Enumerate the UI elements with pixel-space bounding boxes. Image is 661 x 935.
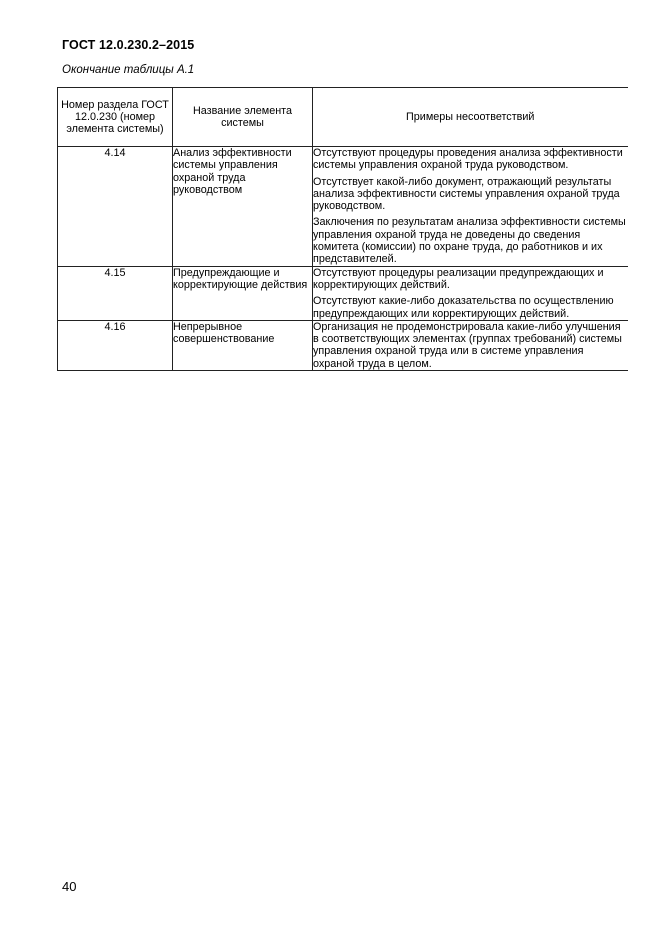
row-element-name: Анализ эффективности системы управления охраной труда руководством — [173, 147, 313, 267]
row-element-name: Предупреждающие и корректирующие действия — [173, 266, 313, 320]
table-row — [58, 266, 628, 320]
row-examples — [313, 320, 628, 370]
row-element-name: Непрерывное совершенствование — [173, 320, 313, 370]
row-section-number: 4.16 — [58, 320, 173, 370]
nonconformity-example: Заключения по результатам анализа эффективности системы управления охраной труда не доведены до сведения комитета (комиссии) по охране труда, до работников и их представителей. — [313, 216, 626, 266]
nonconformity-example: Отсутствуют какие-либо доказательства по осуществлению предупреждающих или корректирующих действий. — [313, 295, 614, 320]
row-section-number: 4.14 — [58, 147, 173, 267]
column-header-section-number: Номер раздела ГОСТ 12.0.230 (номер элемента системы) — [58, 88, 173, 147]
column-header-examples: Примеры несоответствий — [313, 88, 628, 147]
nonconformity-example: Отсутствуют процедуры реализации предупреждающих и корректирующих действий. — [313, 266, 604, 291]
row-section-number: 4.15 — [58, 266, 173, 320]
page-number: 40 — [62, 879, 77, 894]
row-examples — [313, 147, 628, 267]
nonconformity-example: Отсутствует какой-либо документ, отражающий результаты анализа эффективности системы управления охраной труда руководством. — [313, 175, 620, 213]
table-header-row — [58, 88, 628, 147]
document-standard-title: ГОСТ 12.0.230.2–2015 — [62, 38, 195, 52]
table-caption: Окончание таблицы А.1 — [62, 64, 195, 76]
table-row — [58, 147, 628, 267]
nonconformity-table — [57, 87, 628, 371]
row-examples — [313, 266, 628, 320]
table-row — [58, 320, 628, 370]
nonconformity-example: Организация не продемонстрировала какие-либо улучшения в соответствующих элементах (группах требований) системы управления охраной труда или в системе управления охраной труда в целом. — [313, 320, 622, 370]
nonconformity-example: Отсутствуют процедуры проведения анализа эффективности системы управления охраной труда руководством. — [313, 147, 623, 172]
column-header-element-name: Название элемента системы — [173, 88, 313, 147]
